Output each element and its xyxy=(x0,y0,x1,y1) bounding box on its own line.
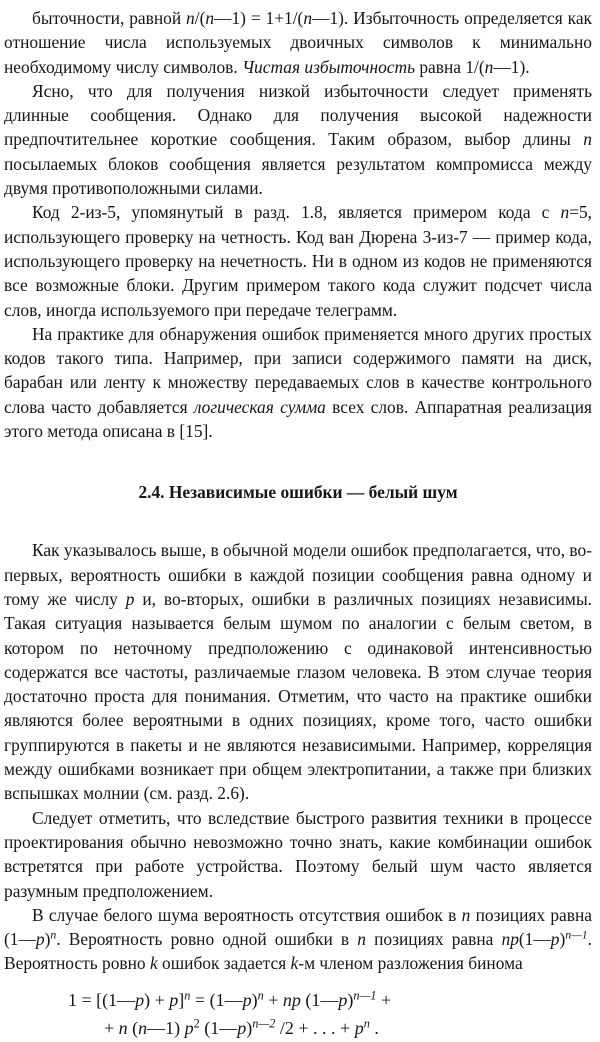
paragraph-1: быточности, равной n/(n—1) = 1+1/(n—1). Избыточность определяется как отношение числа используемых двоичных символов к минимально необходимому числу символов. Чистая избыточность равна 1/(n—1). xyxy=(4,8,593,77)
section-paragraph-1: Как указывалось выше, в обычной модели ошибок предполагается, что, во-первых, вероятность ошибки в каждой позиции сообщения равна одному и тому же числу p и, во-вторых, ошибки в различных позициях независимы. Такая ситуация называется белым шумом по аналогии с белым светом, в котором по неточному предположению с одинаковой интенсивностью содержатся все частоты, различаемые глазом человека. В этом случае теория достаточно проста для понимания. Отметим, что часто на практике ошибки являются более вероятными в одних позициях, кроме того, часто ошибки группируются в пакеты и не являются независимыми. Например, корреляция между ошибками возникает при общем электропитании, а также при близких вспышках молнии (см. разд. 2.6). xyxy=(4,540,592,804)
paragraph-3: Код 2-из-5, упомянутый в разд. 1.8, является примером кода с n=5, использующего проверку на четность. Код ван Дюрена 3-из-7 — пример кода, использующего проверку на нечетность. Ни в одном из кодов не применяются все возможные блоки. Другим примером такого кода служит подсчет числа слов, иногда используемого при передаче телеграмм. xyxy=(4,202,592,320)
paragraphs-section-body xyxy=(4,538,592,975)
section-paragraph-2: Следует отметить, что вследствие быстрого развития техники в процессе проектирования обычно невозможно точно знать, какие комбинации ошибок встретятся при работе устройства. Поэтому белый шум часто является разумным предположением. xyxy=(4,807,592,901)
section-paragraph-3: В случае белого шума вероятность отсутствия ошибок в n позициях равна (1—p)$^n$. Вероятность ровно одной ошибки в n позициях равна np(1—p)$^{n—1}$. Вероятность ровно k ошибок задается k-м членом разложения бинома xyxy=(4,904,592,974)
paragraph-4: На практике для обнаружения ошибок применяется много других простых кодов такого типа. Например, при записи содержимого памяти на диск, барабан или ленту к множеству передаваемых слов в качестве контрольного слова часто добавляется логическая сумма всех слов. Аппаратная реализация этого метода описана в [15]. xyxy=(4,323,593,442)
formula-line-2: + n (n—1) $p^2$ (1—p)$^{n—2}$ /2 + . . . + $p^n$ . xyxy=(104,1015,379,1038)
paragraph-2: Ясно, что для получения низкой избыточности следует применять длинные сообщения. Однако для получения высокой надежности предпочтительнее короткие сообщения. Таким образом, выбор длины n посылаемых блоков сообщения является результатом компромисса между двумя противоположными силами. xyxy=(4,80,592,199)
formula-line-1: 1 = [(1—p) + p]$^n$ = (1—p)$^n$ + np (1—p)$^{n—1}$ + xyxy=(68,987,392,1010)
binomial-formula xyxy=(4,986,592,1042)
paragraphs-before-section xyxy=(4,6,592,443)
section-heading: 2.4. Независимые ошибки — белый шум xyxy=(138,482,458,503)
